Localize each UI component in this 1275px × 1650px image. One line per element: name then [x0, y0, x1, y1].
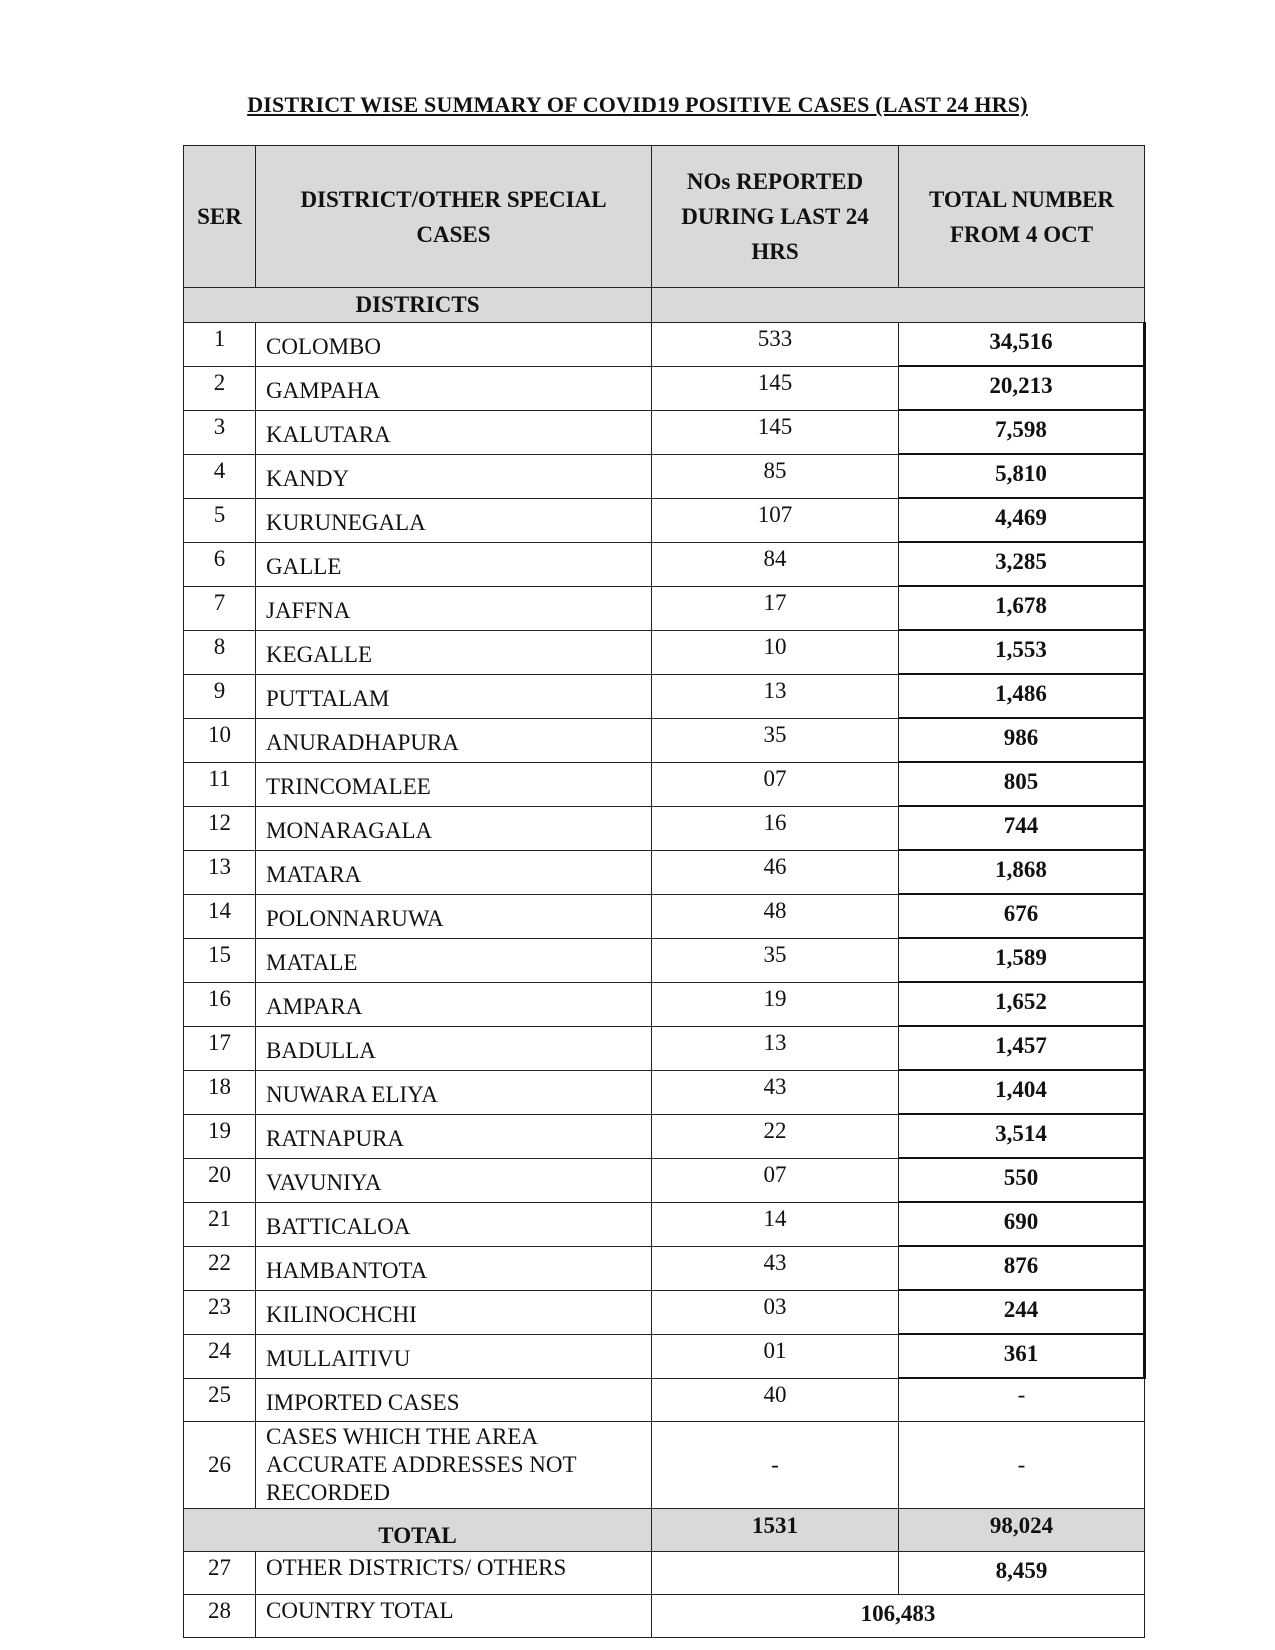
table-row [184, 586, 1145, 630]
row-total: 876 [899, 1246, 1145, 1290]
row-name: RATNAPURA [256, 1114, 652, 1158]
row-reported: 14 [652, 1202, 899, 1246]
table-row [184, 894, 1145, 938]
row-name: KALUTARA [256, 410, 652, 454]
row-reported: 107 [652, 498, 899, 542]
row-total: 744 [899, 806, 1145, 850]
row-name: OTHER DISTRICTS/ OTHERS [256, 1551, 652, 1594]
table-row [184, 850, 1145, 894]
row-name: KEGALLE [256, 630, 652, 674]
row-name: NUWARA ELIYA [256, 1070, 652, 1114]
row-reported: 35 [652, 938, 899, 982]
row-reported: 35 [652, 718, 899, 762]
row-total: 34,516 [899, 323, 1145, 367]
row-total: 3,285 [899, 542, 1145, 586]
row-ser: 13 [184, 850, 256, 894]
total-reported: 1531 [652, 1508, 899, 1551]
header-ser: SER [184, 146, 256, 288]
row-name: GALLE [256, 542, 652, 586]
row-total: 1,486 [899, 674, 1145, 718]
row-name: CASES WHICH THE AREA ACCURATE ADDRESSES NOT RECORDED [256, 1421, 652, 1508]
table-row [184, 1334, 1145, 1378]
table-row [184, 323, 1145, 367]
row-name: POLONNARUWA [256, 894, 652, 938]
row-ser: 11 [184, 762, 256, 806]
row-name: IMPORTED CASES [256, 1378, 652, 1421]
table-row [184, 630, 1145, 674]
row-ser: 14 [184, 894, 256, 938]
row-ser: 15 [184, 938, 256, 982]
row-ser: 22 [184, 1246, 256, 1290]
table-row [184, 1026, 1145, 1070]
total-label: TOTAL [184, 1508, 652, 1551]
table-row [184, 1158, 1145, 1202]
row-ser: 10 [184, 718, 256, 762]
row-total: 1,404 [899, 1070, 1145, 1114]
row-name: PUTTALAM [256, 674, 652, 718]
row-name: KANDY [256, 454, 652, 498]
row-ser: 5 [184, 498, 256, 542]
row-reported: 43 [652, 1246, 899, 1290]
row-ser: 16 [184, 982, 256, 1026]
table-row [184, 1070, 1145, 1114]
row-reported: 13 [652, 674, 899, 718]
row-ser: 2 [184, 366, 256, 410]
row-reported: 16 [652, 806, 899, 850]
row-reported: 43 [652, 1070, 899, 1114]
row-total: 986 [899, 718, 1145, 762]
table-row [184, 454, 1145, 498]
row-ser: 23 [184, 1290, 256, 1334]
row-reported: 145 [652, 410, 899, 454]
row-ser: 1 [184, 323, 256, 367]
table-row [184, 674, 1145, 718]
row-total: 3,514 [899, 1114, 1145, 1158]
row-ser: 25 [184, 1378, 256, 1421]
table-row [184, 1202, 1145, 1246]
table-row [184, 718, 1145, 762]
row-name: COLOMBO [256, 323, 652, 367]
header-reported: NOs REPORTED DURING LAST 24 HRS [652, 146, 899, 288]
row-ser: 7 [184, 586, 256, 630]
row-reported: 10 [652, 630, 899, 674]
page-title: DISTRICT WISE SUMMARY OF COVID19 POSITIVE CASES (LAST 24 HRS) [247, 92, 1028, 117]
row-ser: 17 [184, 1026, 256, 1070]
row-total: 4,469 [899, 498, 1145, 542]
row-reported: 48 [652, 894, 899, 938]
row-reported: 533 [652, 323, 899, 367]
row-ser: 8 [184, 630, 256, 674]
row-reported: 85 [652, 454, 899, 498]
row-name: MATARA [256, 850, 652, 894]
table-row [184, 806, 1145, 850]
row-ser: 4 [184, 454, 256, 498]
row-ser: 20 [184, 1158, 256, 1202]
row-total: 244 [899, 1290, 1145, 1334]
row-total: - [899, 1421, 1145, 1508]
row-ser: 21 [184, 1202, 256, 1246]
row-reported: 46 [652, 850, 899, 894]
row-name: BADULLA [256, 1026, 652, 1070]
row-reported: 07 [652, 1158, 899, 1202]
row-total: 361 [899, 1334, 1145, 1378]
row-reported: 17 [652, 586, 899, 630]
row-name: AMPARA [256, 982, 652, 1026]
row-ser: 3 [184, 410, 256, 454]
row-total: 8,459 [899, 1551, 1145, 1594]
row-total: 1,652 [899, 982, 1145, 1026]
section-blank [652, 288, 1145, 323]
row-name: MATALE [256, 938, 652, 982]
table-row [184, 1246, 1145, 1290]
row-ser: 26 [184, 1421, 256, 1508]
row-ser: 12 [184, 806, 256, 850]
table-row [184, 762, 1145, 806]
row-reported: 22 [652, 1114, 899, 1158]
row-reported: 01 [652, 1334, 899, 1378]
country-total: 106,483 [652, 1594, 1145, 1637]
row-ser: 24 [184, 1334, 256, 1378]
row-reported: 19 [652, 982, 899, 1026]
table-row [184, 366, 1145, 410]
row-name: MULLAITIVU [256, 1334, 652, 1378]
row-name: ANURADHAPURA [256, 718, 652, 762]
row-total: 20,213 [899, 366, 1145, 410]
row-name: JAFFNA [256, 586, 652, 630]
row-ser: 9 [184, 674, 256, 718]
row-ser: 28 [184, 1594, 256, 1637]
row-ser: 19 [184, 1114, 256, 1158]
row-reported: 84 [652, 542, 899, 586]
row-total: 690 [899, 1202, 1145, 1246]
row-reported: 40 [652, 1378, 899, 1421]
row-name: HAMBANTOTA [256, 1246, 652, 1290]
row-total: 1,678 [899, 586, 1145, 630]
row-total: 5,810 [899, 454, 1145, 498]
table-row [184, 938, 1145, 982]
row-reported: 145 [652, 366, 899, 410]
row-reported: - [652, 1421, 899, 1508]
table-row [184, 1114, 1145, 1158]
header-total: TOTAL NUMBER FROM 4 OCT [899, 146, 1145, 288]
row-total: - [899, 1378, 1145, 1421]
total-cumulative: 98,024 [899, 1508, 1145, 1551]
row-name: BATTICALOA [256, 1202, 652, 1246]
row-total: 1,589 [899, 938, 1145, 982]
row-ser: 18 [184, 1070, 256, 1114]
table-row [184, 498, 1145, 542]
row-name: KURUNEGALA [256, 498, 652, 542]
table-row [184, 982, 1145, 1026]
row-name: VAVUNIYA [256, 1158, 652, 1202]
row-reported: 03 [652, 1290, 899, 1334]
row-ser: 27 [184, 1551, 256, 1594]
table-row [184, 542, 1145, 586]
row-total: 7,598 [899, 410, 1145, 454]
table-row [184, 410, 1145, 454]
row-total: 550 [899, 1158, 1145, 1202]
covid-summary-table [183, 145, 1146, 1638]
row-total: 805 [899, 762, 1145, 806]
row-reported [652, 1551, 899, 1594]
row-total: 676 [899, 894, 1145, 938]
row-total: 1,868 [899, 850, 1145, 894]
header-district: DISTRICT/OTHER SPECIAL CASES [256, 146, 652, 288]
row-name: COUNTRY TOTAL [256, 1594, 652, 1637]
row-reported: 13 [652, 1026, 899, 1070]
row-name: GAMPAHA [256, 366, 652, 410]
row-name: TRINCOMALEE [256, 762, 652, 806]
table-row [184, 1290, 1145, 1334]
row-reported: 07 [652, 762, 899, 806]
row-total: 1,457 [899, 1026, 1145, 1070]
row-name: KILINOCHCHI [256, 1290, 652, 1334]
section-districts: DISTRICTS [184, 288, 652, 323]
row-ser: 6 [184, 542, 256, 586]
row-name: MONARAGALA [256, 806, 652, 850]
row-total: 1,553 [899, 630, 1145, 674]
